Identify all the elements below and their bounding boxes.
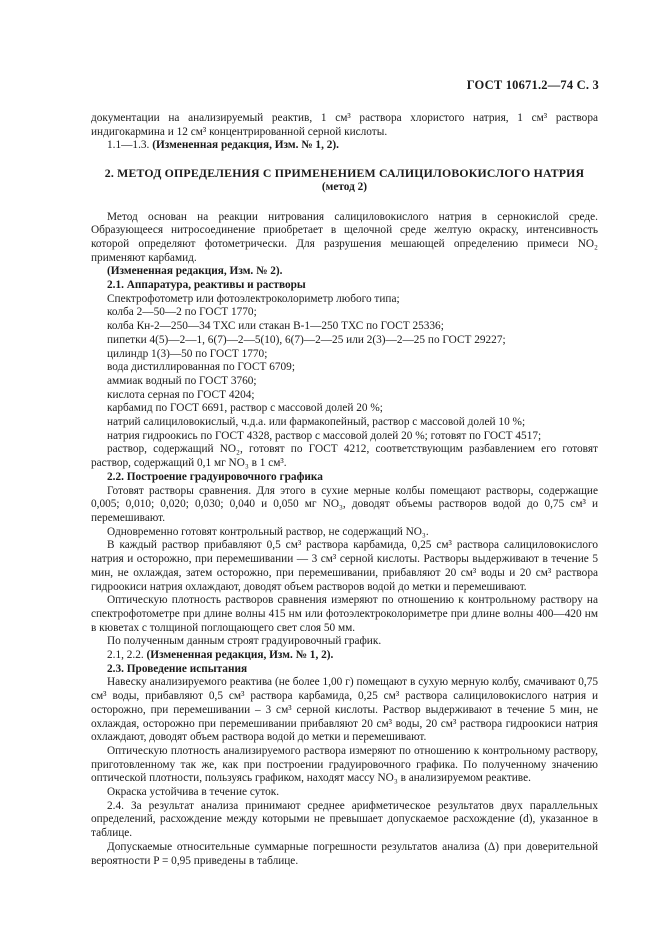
subsection-heading-2-2: 2.2. Построение градуировочного графика <box>107 470 323 483</box>
paragraph: В каждый раствор прибавляют 0,5 см³ раствора карбамида, 0,25 см³ раствора салициловокислого натрия и осторожно, при перемешивании — 3 см³ серной кислоты. Растворы выдерживают в течение 5 мин, не охлаждая, затем осторожно, при перемешивании, прибавляют 20 см³ воды и 20 см³ раствора гидроокиси натрия охлаждают, доводят объем растворов водой до метки и перемешивают. <box>91 539 598 593</box>
document-body <box>91 112 598 868</box>
list-item: аммиак водный по ГОСТ 3760; <box>107 374 257 387</box>
amendment-text: (Измененная редакция, Изм. № 1, 2). <box>146 649 334 662</box>
list-item: кислота серная по ГОСТ 4204; <box>107 388 255 401</box>
section-title: 2. МЕТОД ОПРЕДЕЛЕНИЯ С ПРИМЕНЕНИЕМ САЛИЦИЛОВОКИСЛОГО НАТРИЯ <box>104 166 585 181</box>
list-item: натрий салициловокислый, ч.д.а. или фармакопейный, раствор с массовой долей 10 %; <box>107 416 526 429</box>
section-subtitle: (метод 2) <box>321 180 368 193</box>
paragraph: 2.4. За результат анализа принимают среднее арифметическое результатов двух параллельных определений, расхождение между которыми не превышает допускаемое расхождение (d), указанное в таблице. <box>91 799 598 840</box>
amendment-ref: 2.1, 2.2. <box>107 649 147 662</box>
paragraph: Оптическую плотность растворов сравнения измеряют по отношению к контрольному раствору на спектрофотометре при длине волны 415 нм или фотоэлектроколориметре при длине волны 400—420 нм в кюветах с толщиной поглощающего свет слоя 50 мм. <box>91 594 598 634</box>
list-item: натрия гидроокись по ГОСТ 4328, раствор с массовой долей 20 %; готовят по ГОСТ 4517; <box>107 429 542 442</box>
list-item: карбамид по ГОСТ 6691, раствор с массовой долей 20 %; <box>107 402 383 415</box>
amendment-note-3 <box>91 649 598 663</box>
subsection-heading-2-1: 2.1. Аппаратура, реактивы и растворы <box>107 279 306 292</box>
page-header: ГОСТ 10671.2—74 С. 3 <box>466 78 599 92</box>
paragraph: По полученным данным строят градуировочный график. <box>107 635 382 648</box>
paragraph: Одновременно готовят контрольный раствор, не содержащий NO₃. <box>107 525 429 538</box>
paragraph: Допускаемые относительные суммарные погрешности результатов анализа (Δ) при доверительной вероятности P = 0,95 приведены в таблице. <box>91 840 598 867</box>
list-item: цилиндр 1(3)—50 по ГОСТ 1770; <box>107 347 268 360</box>
list-item: Спектрофотометр или фотоэлектроколориметр любого типа; <box>107 292 400 305</box>
method-description: Метод основан на реакции нитрования салициловокислого натрия в сернокислой среде. Образующееся нитросоединение приобретает в щелочной среде желтую окраску, интенсивность которой определяют фотометрически. Для разрушения мешающей определению примеси NO₂ применяют карбамид. <box>91 210 598 264</box>
paragraph: Оптическую плотность анализируемого раствора измеряют по отношению к контрольному раствору, приготовленному так же, как при построении градуировочного графика. По полученному значению оптической плотности, пользуясь графиком, находят массу NO₃ в анализируемом реактиве. <box>91 744 598 785</box>
list-item: пипетки 4(5)—2—1, 6(7)—2—5(10), 6(7)—2—25 или 2(3)—2—25 по ГОСТ 29227; <box>107 333 506 346</box>
list-item: колба Кн-2—250—34 ТХС или стакан В-1—250 ТХС по ГОСТ 25336; <box>107 320 444 333</box>
list-item: вода дистиллированная по ГОСТ 6709; <box>107 361 295 374</box>
paragraph-continuation: документации на анализируемый реактив, 1 см³ раствора хлористого натрия, 1 см³ раствора индигокармина и 12 см³ концентрированной серной кислоты. <box>91 112 598 138</box>
paragraph: Навеску анализируемого реактива (не более 1,00 г) помещают в сухую мерную колбу, смачивают 0,75 см³ воды, прибавляют 0,5 см³ раствора карбамида, 0,25 см³ раствора салициловокислого натрия и осторожно, при перемешивании – 3 см³ серной кислоты. Раствор выдерживают в течение 5 мин, не охлаждая, осторожно при перемешивании прибавляют 20 см³ воды, 20 см³ раствора гидроокиси натрия охлаждают, доводят объем раствора водой до метки и перемешивают. <box>91 676 598 744</box>
amendment-ref: 1.1—1.3. <box>107 139 153 152</box>
amendment-text: (Измененная редакция, Изм. № 1, 2). <box>152 139 339 152</box>
paragraph: Готовят растворы сравнения. Для этого в сухие мерные колбы помещают растворы, содержащие 0,005; 0,010; 0,020; 0,030; 0,040 и 0,050 мг NO₃, доводят объемы растворов водой до 0,75 см³ и перемешивают. <box>91 484 598 524</box>
paragraph: Окраска устойчива в течение суток. <box>107 786 280 799</box>
list-item: раствор, содержащий NO₂, готовят по ГОСТ 4212, соответствующим разбавлением его готовят раствор, содержащий 0,1 мг NO₃ в 1 см³. <box>91 443 598 470</box>
subsection-heading-2-3: 2.3. Проведение испытания <box>107 662 248 675</box>
list-item: колба 2—50—2 по ГОСТ 1770; <box>107 306 257 319</box>
equipment-list <box>91 293 598 471</box>
amendment-note-2: (Измененная редакция, Изм. № 2). <box>107 265 283 278</box>
amendment-note-1 <box>91 139 598 153</box>
